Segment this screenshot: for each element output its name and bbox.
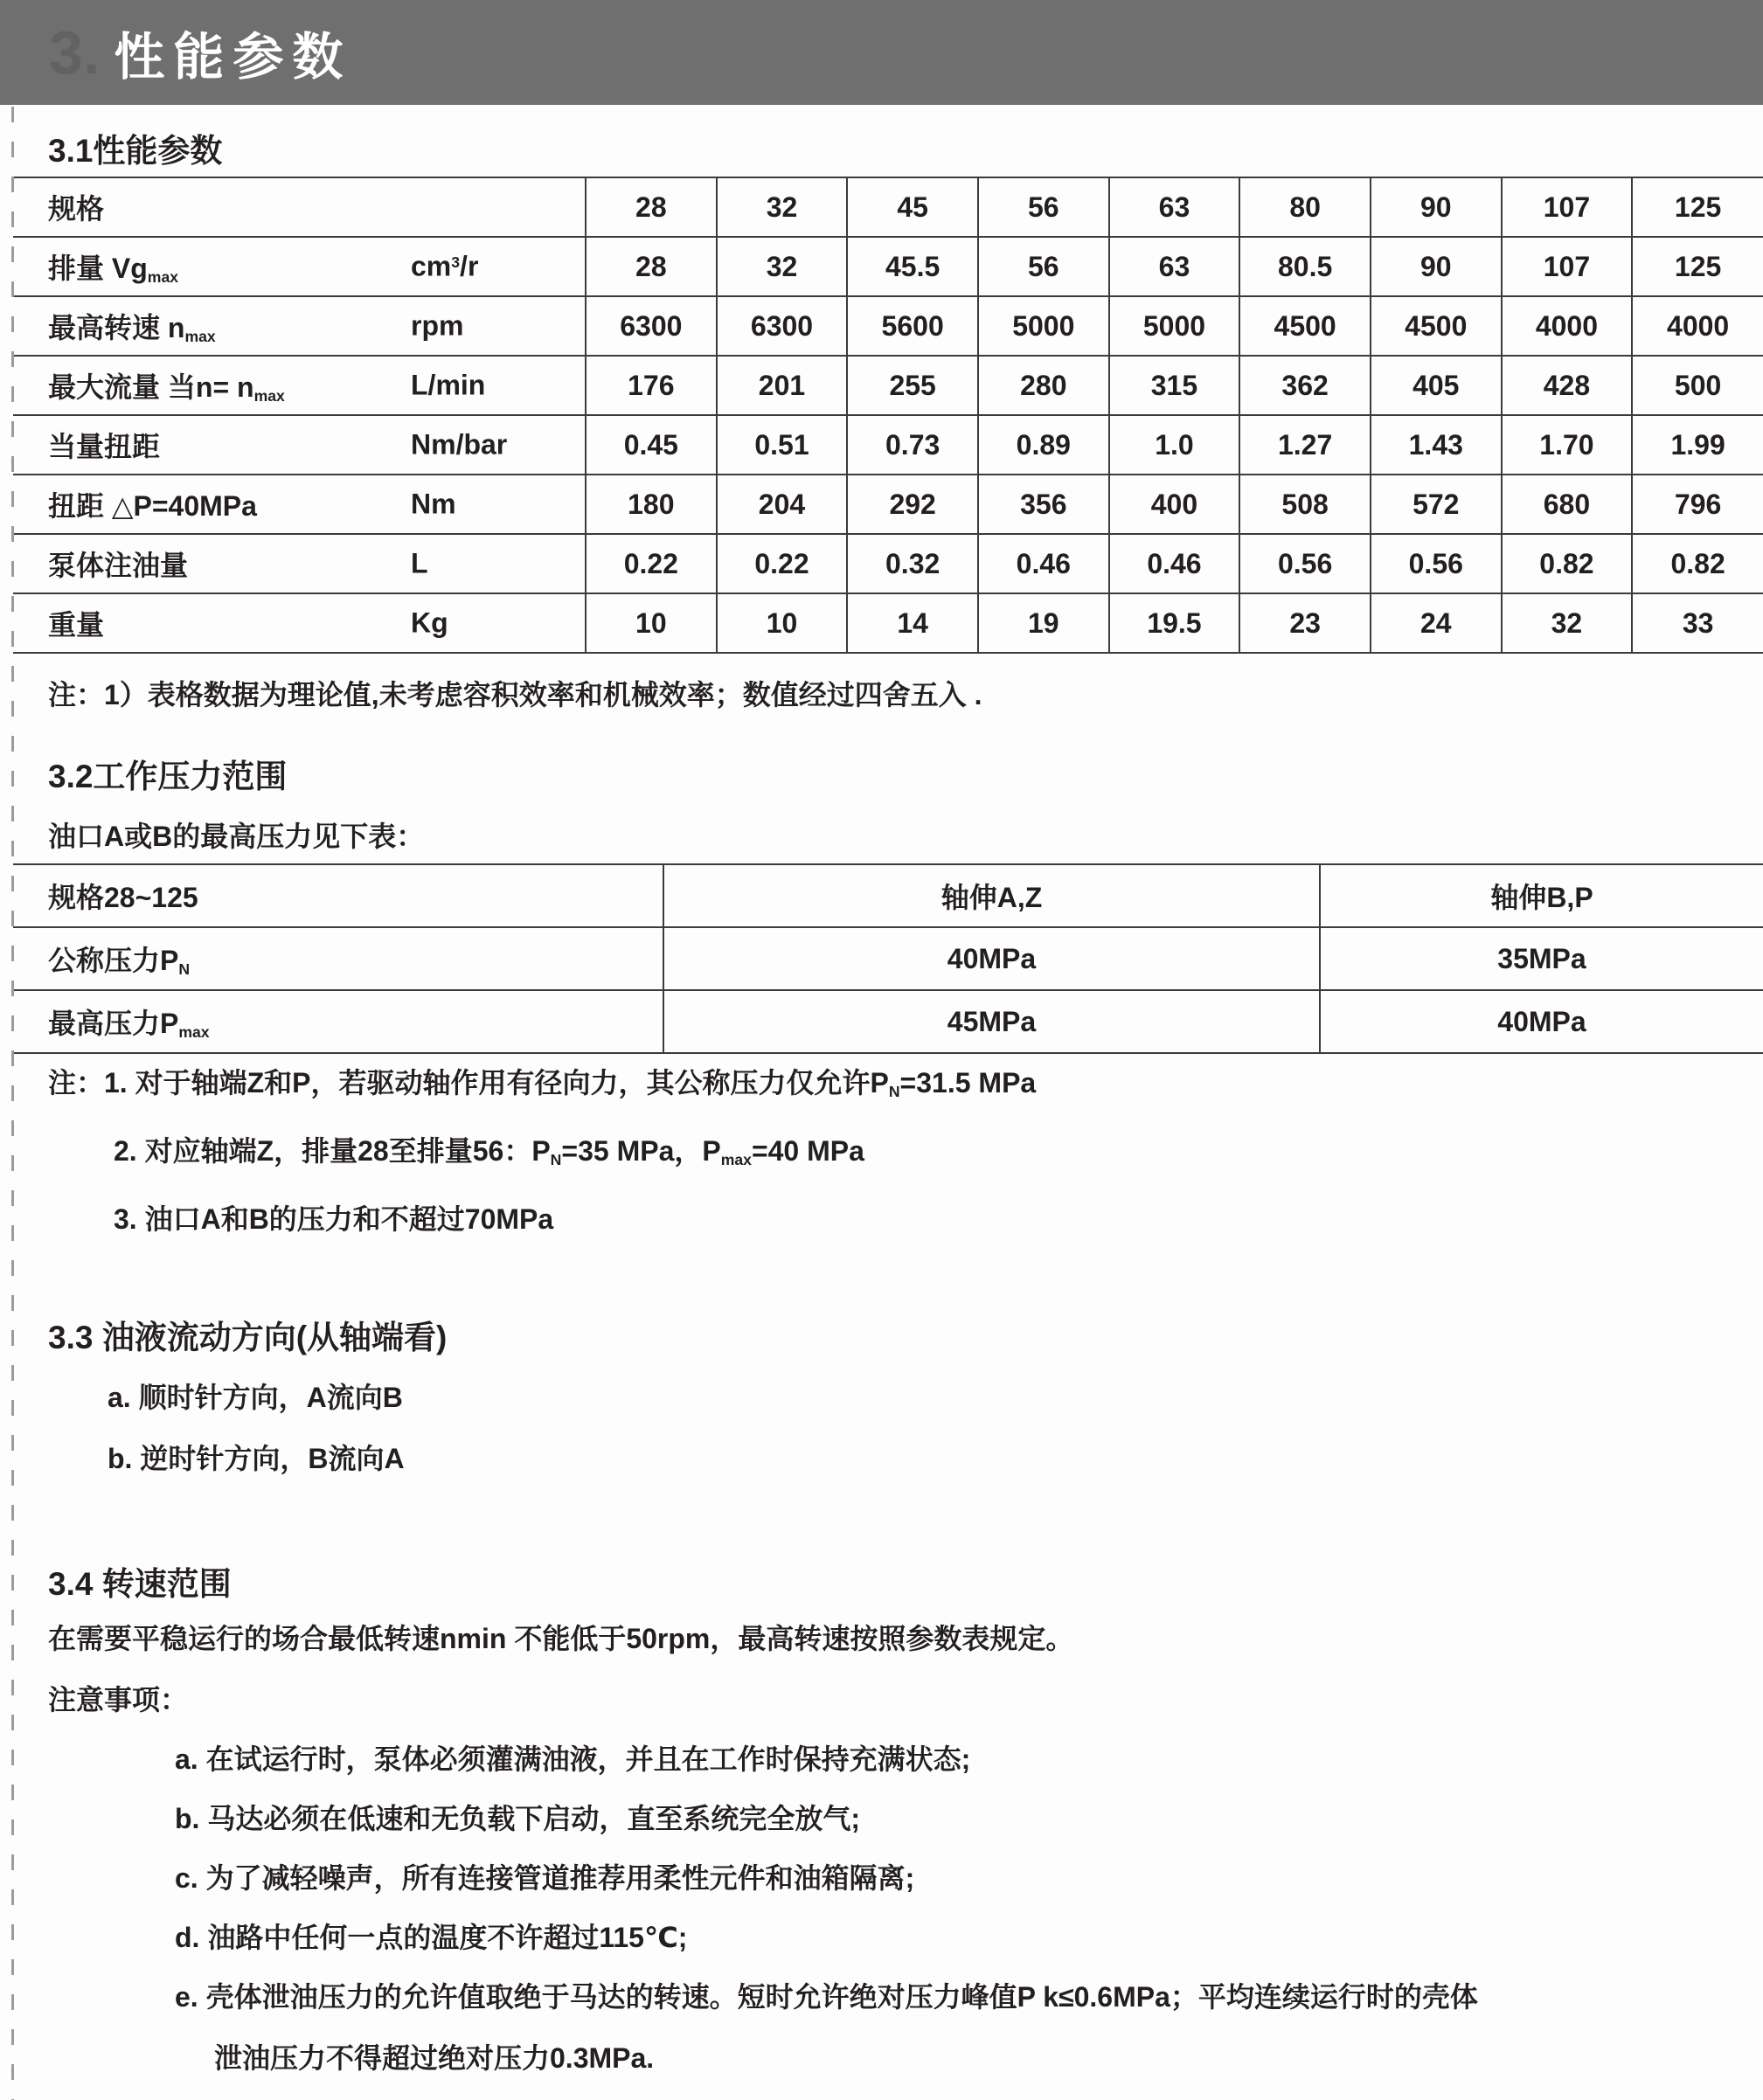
table-row (13, 475, 1763, 534)
row-label-cell (13, 415, 586, 475)
row-unit: L (411, 547, 428, 579)
row-unit: rpm (411, 309, 464, 342)
header-bar (0, 0, 1763, 105)
table-cell: 292 (847, 475, 978, 534)
table-cell: 176 (586, 356, 717, 415)
notice-label: 注意事项： (48, 1683, 189, 1715)
row-label: 规格 (48, 193, 105, 225)
table-row (13, 177, 1763, 237)
pressure-intro: 油口A或B的最高压力见下表： (48, 821, 425, 852)
table-cell: 80.5 (1239, 237, 1371, 296)
table-cell: 6300 (717, 296, 848, 356)
row-label: 扭距 △P=40MPa (48, 490, 257, 522)
pressure-note-2: 2. 对应轴端Z，排量28至排量56：PN=35 MPa，Pmax=40 MPa (114, 1134, 864, 1168)
table-cell: 1.99 (1632, 415, 1763, 475)
table-cell: 19.5 (1109, 593, 1240, 653)
table-cell: 796 (1632, 475, 1763, 534)
table-cell: 33 (1632, 593, 1763, 653)
table-cell: 23 (1239, 593, 1371, 653)
column-header: 规格28~125 (13, 864, 663, 927)
table-row (13, 415, 1763, 475)
table-cell: 10 (717, 593, 848, 653)
table-cell: 45MPa (663, 990, 1320, 1053)
table-cell: 45.5 (847, 237, 978, 296)
table-cell: 680 (1502, 475, 1633, 534)
table-cell: 32 (1502, 593, 1633, 653)
row-label-cell (13, 593, 586, 653)
table-cell: 125 (1632, 237, 1763, 296)
table-cell: 4500 (1371, 296, 1502, 356)
table-cell: 204 (717, 475, 848, 534)
row-label-cell: 公称压力PN (13, 927, 663, 990)
table-row (13, 927, 1763, 990)
notice-item-d: d. 油路中任何一点的温度不许超过115℃; (175, 1921, 688, 1953)
table-cell: 356 (978, 475, 1109, 534)
table-cell: 0.51 (717, 415, 848, 475)
row-label-cell (13, 296, 586, 356)
pressure-note-3: 3. 油口A和B的压力和不超过70MPa (114, 1202, 554, 1235)
table-cell: 32 (717, 237, 848, 296)
table-cell: 0.22 (586, 534, 717, 593)
table-cell: 10 (586, 593, 717, 653)
table-cell: 180 (586, 475, 717, 534)
table-cell: 1.0 (1109, 415, 1240, 475)
table-cell: 0.56 (1239, 534, 1371, 593)
table-row (13, 593, 1763, 653)
table-cell: 40MPa (663, 927, 1320, 990)
section-heading-3-3: 3.3 油液流动方向(从轴端看) (48, 1319, 448, 1355)
table-cell: 0.32 (847, 534, 978, 593)
row-label: 当量扭距 (48, 431, 161, 462)
notice-item-e: e. 壳体泄油压力的允许值取绝于马达的转速。短时允许绝对压力峰值P k≤0.6MPa；平均连续运行时的壳体 (175, 1980, 1478, 2013)
table-cell: 1.43 (1371, 415, 1502, 475)
table-cell: 0.46 (1109, 534, 1240, 593)
table-row (13, 534, 1763, 593)
speed-range-paragraph: 在需要平稳运行的场合最低转速nmin 不能低于50rpm，最高转速按照参数表规定。 (48, 1622, 1074, 1654)
table-cell: 32 (717, 177, 848, 237)
pressure-table (13, 863, 1763, 1054)
table-cell: 56 (978, 177, 1109, 237)
row-label: 重量 (48, 609, 105, 641)
header-section-number: 3. (49, 18, 101, 87)
table-cell: 35MPa (1320, 927, 1763, 990)
table-cell: 107 (1502, 237, 1633, 296)
performance-table (13, 177, 1763, 654)
row-label-cell (13, 177, 586, 237)
pressure-note-1: 注：1. 对于轴端Z和P，若驱动轴作用有径向力，其公称压力仅允许PN=31.5 MPa (48, 1067, 1037, 1100)
table-row (13, 990, 1763, 1053)
table-cell: 0.22 (717, 534, 848, 593)
table-cell: 0.73 (847, 415, 978, 475)
table-cell: 0.89 (978, 415, 1109, 475)
section-heading-3-2: 3.2工作压力范围 (48, 759, 288, 794)
row-unit: L/min (411, 369, 486, 401)
table-row (13, 356, 1763, 415)
table-cell: 6300 (586, 296, 717, 356)
table-cell: 0.46 (978, 534, 1109, 593)
table-cell: 428 (1502, 356, 1633, 415)
table-cell: 4000 (1632, 296, 1763, 356)
table-cell: 508 (1239, 475, 1371, 534)
row-label-cell: 最高压力Pmax (13, 990, 663, 1053)
table-cell: 90 (1371, 177, 1502, 237)
table-cell: 19 (978, 593, 1109, 653)
table-cell: 405 (1371, 356, 1502, 415)
row-label: 排量 Vgmax (48, 253, 179, 286)
table-cell: 63 (1109, 237, 1240, 296)
table-cell: 40MPa (1320, 990, 1763, 1053)
table-cell: 315 (1109, 356, 1240, 415)
table-cell: 0.45 (586, 415, 717, 475)
notice-item-a: a. 在试运行时，泵体必须灌满油液，并且在工作时保持充满状态; (175, 1743, 971, 1775)
table-cell: 125 (1632, 177, 1763, 237)
column-header: 轴伸A,Z (663, 864, 1320, 927)
table-cell: 107 (1502, 177, 1633, 237)
table-cell: 572 (1371, 475, 1502, 534)
table-cell: 280 (978, 356, 1109, 415)
row-label-cell (13, 534, 586, 593)
table-cell: 63 (1109, 177, 1240, 237)
table-cell: 28 (586, 237, 717, 296)
table-cell: 5000 (1109, 296, 1240, 356)
row-unit: $cm^3/r$ (411, 250, 479, 282)
row-label-cell (13, 237, 586, 296)
column-header: 轴伸B,P (1320, 864, 1763, 927)
table-note: 注：1）表格数据为理论值,未考虑容积效率和机械效率；数值经过四舍五入 . (48, 679, 982, 710)
row-unit: Nm (411, 488, 456, 520)
table-cell: 255 (847, 356, 978, 415)
notice-item-e-continued: 泄油压力不得超过绝对压力0.3MPa. (214, 2041, 655, 2074)
table-cell: 14 (847, 593, 978, 653)
table-cell: 45 (847, 177, 978, 237)
flow-direction-item-b: b. 逆时针方向，B流向A (108, 1442, 405, 1474)
table-cell: 56 (978, 237, 1109, 296)
notice-item-c: c. 为了减轻噪声，所有连接管道推荐用柔性元件和油箱隔离; (175, 1861, 915, 1894)
table-cell: 5600 (847, 296, 978, 356)
table-cell: 5000 (978, 296, 1109, 356)
table-cell: 1.27 (1239, 415, 1371, 475)
table-cell: 362 (1239, 356, 1371, 415)
table-cell: 0.56 (1371, 534, 1502, 593)
flow-direction-item-a: a. 顺时针方向，A流向B (108, 1381, 403, 1413)
row-unit: Kg (411, 606, 448, 639)
row-label: 最大流量 当n= nmax (48, 371, 285, 405)
table-cell: 0.82 (1502, 534, 1633, 593)
table-cell: 400 (1109, 475, 1240, 534)
notice-item-b: b. 马达必须在低速和无负载下启动，直至系统完全放气; (175, 1802, 860, 1834)
section-heading-3-1: 3.1性能参数 (48, 133, 223, 169)
table-cell: 28 (586, 177, 717, 237)
table-cell: 0.82 (1632, 534, 1763, 593)
section-heading-3-4: 3.4 转速范围 (48, 1565, 232, 1602)
row-unit: Nm/bar (411, 428, 508, 461)
table-row (13, 296, 1763, 356)
table-cell: 24 (1371, 593, 1502, 653)
table-cell: 500 (1632, 356, 1763, 415)
table-cell: 201 (717, 356, 848, 415)
table-cell: 80 (1239, 177, 1371, 237)
row-label: 最高转速 nmax (48, 312, 216, 345)
row-label: 泵体注油量 (48, 550, 189, 581)
row-label-cell (13, 356, 586, 415)
table-cell: 1.70 (1502, 415, 1633, 475)
table-cell: 90 (1371, 237, 1502, 296)
table-row (13, 864, 1763, 927)
page-title: 性能参数 (114, 29, 352, 86)
table-cell: 4500 (1239, 296, 1371, 356)
row-label-cell (13, 475, 586, 534)
table-cell: 4000 (1502, 296, 1633, 356)
table-row (13, 237, 1763, 296)
